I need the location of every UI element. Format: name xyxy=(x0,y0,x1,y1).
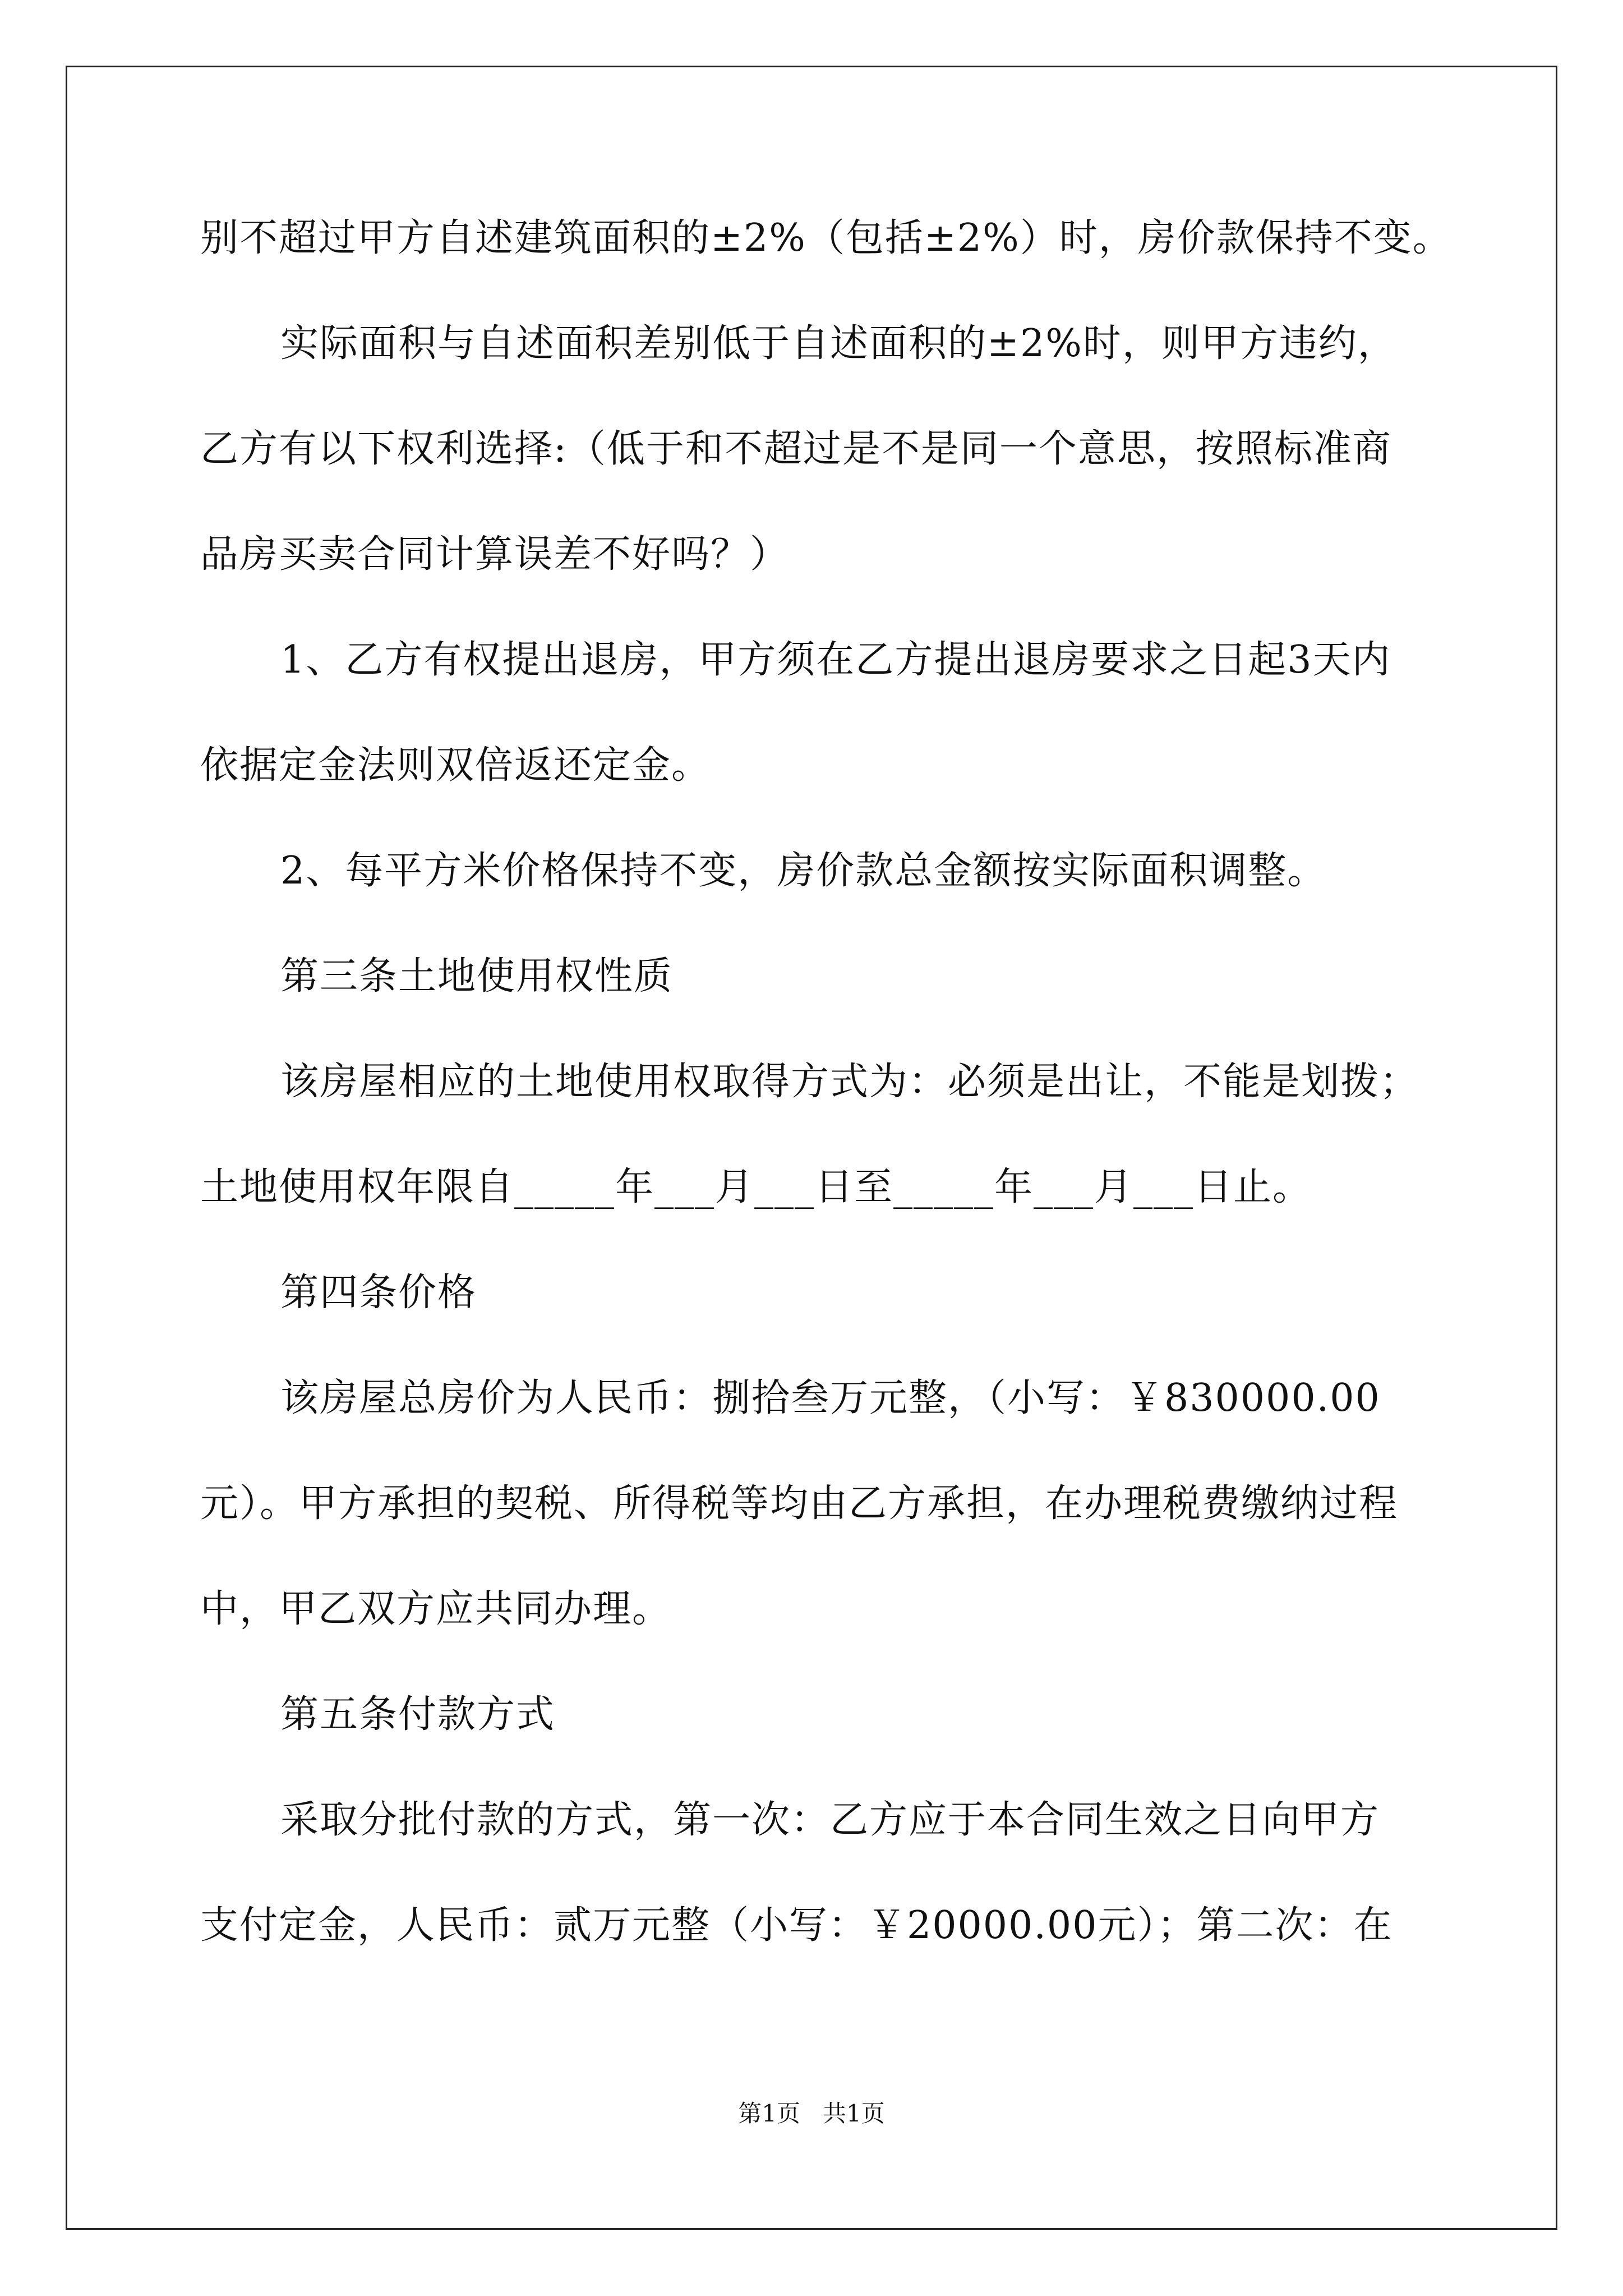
section-heading: 第五条付款方式 xyxy=(280,1692,556,1737)
text-line: 支付定金，人民币：贰万元整（小写：￥20000.00元）；第二次：在 xyxy=(200,1903,1393,1948)
text-line: 元）。甲方承担的契税、所得税等均由乙方承担，在办理税费缴纳过程 xyxy=(200,1481,1399,1526)
text-line: 中，甲乙双方应共同办理。 xyxy=(200,1587,672,1631)
text-line: 该房屋总房价为人民币：捌拾叁万元整，（小写：￥830000.00 xyxy=(280,1376,1381,1420)
text-line: 实际面积与自述面积差别低于自述面积的±2%时，则甲方违约， xyxy=(280,321,1397,366)
text-line: 2、每平方米价格保持不变，房价款总金额按实际面积调整。 xyxy=(280,849,1327,893)
text-line: 该房屋相应的土地使用权取得方式为：必须是出让，不能是划拨； xyxy=(280,1060,1419,1104)
text-line: 品房买卖合同计算误差不好吗？） xyxy=(200,532,790,577)
text-line: 乙方有以下权利选择:（低于和不超过是不是同一个意思，按照标准商 xyxy=(200,427,1392,471)
section-heading: 第四条价格 xyxy=(280,1271,477,1315)
text-line: 别不超过甲方自述建筑面积的±2%（包括±2%）时，房价款保持不变。 xyxy=(200,216,1452,260)
section-heading: 第三条土地使用权性质 xyxy=(280,954,674,999)
text-line: 土地使用权年限自_____年___月___日至_____年___月___日止。 xyxy=(200,1165,1312,1209)
page-footer: 第1页 共1页 xyxy=(738,2100,885,2127)
text-line: 采取分批付款的方式，第一次：乙方应于本合同生效之日向甲方 xyxy=(280,1798,1380,1842)
text-line: 1、乙方有权提出退房，甲方须在乙方提出退房要求之日起3天内 xyxy=(280,638,1391,682)
text-line: 依据定金法则双倍返还定金。 xyxy=(200,743,711,788)
